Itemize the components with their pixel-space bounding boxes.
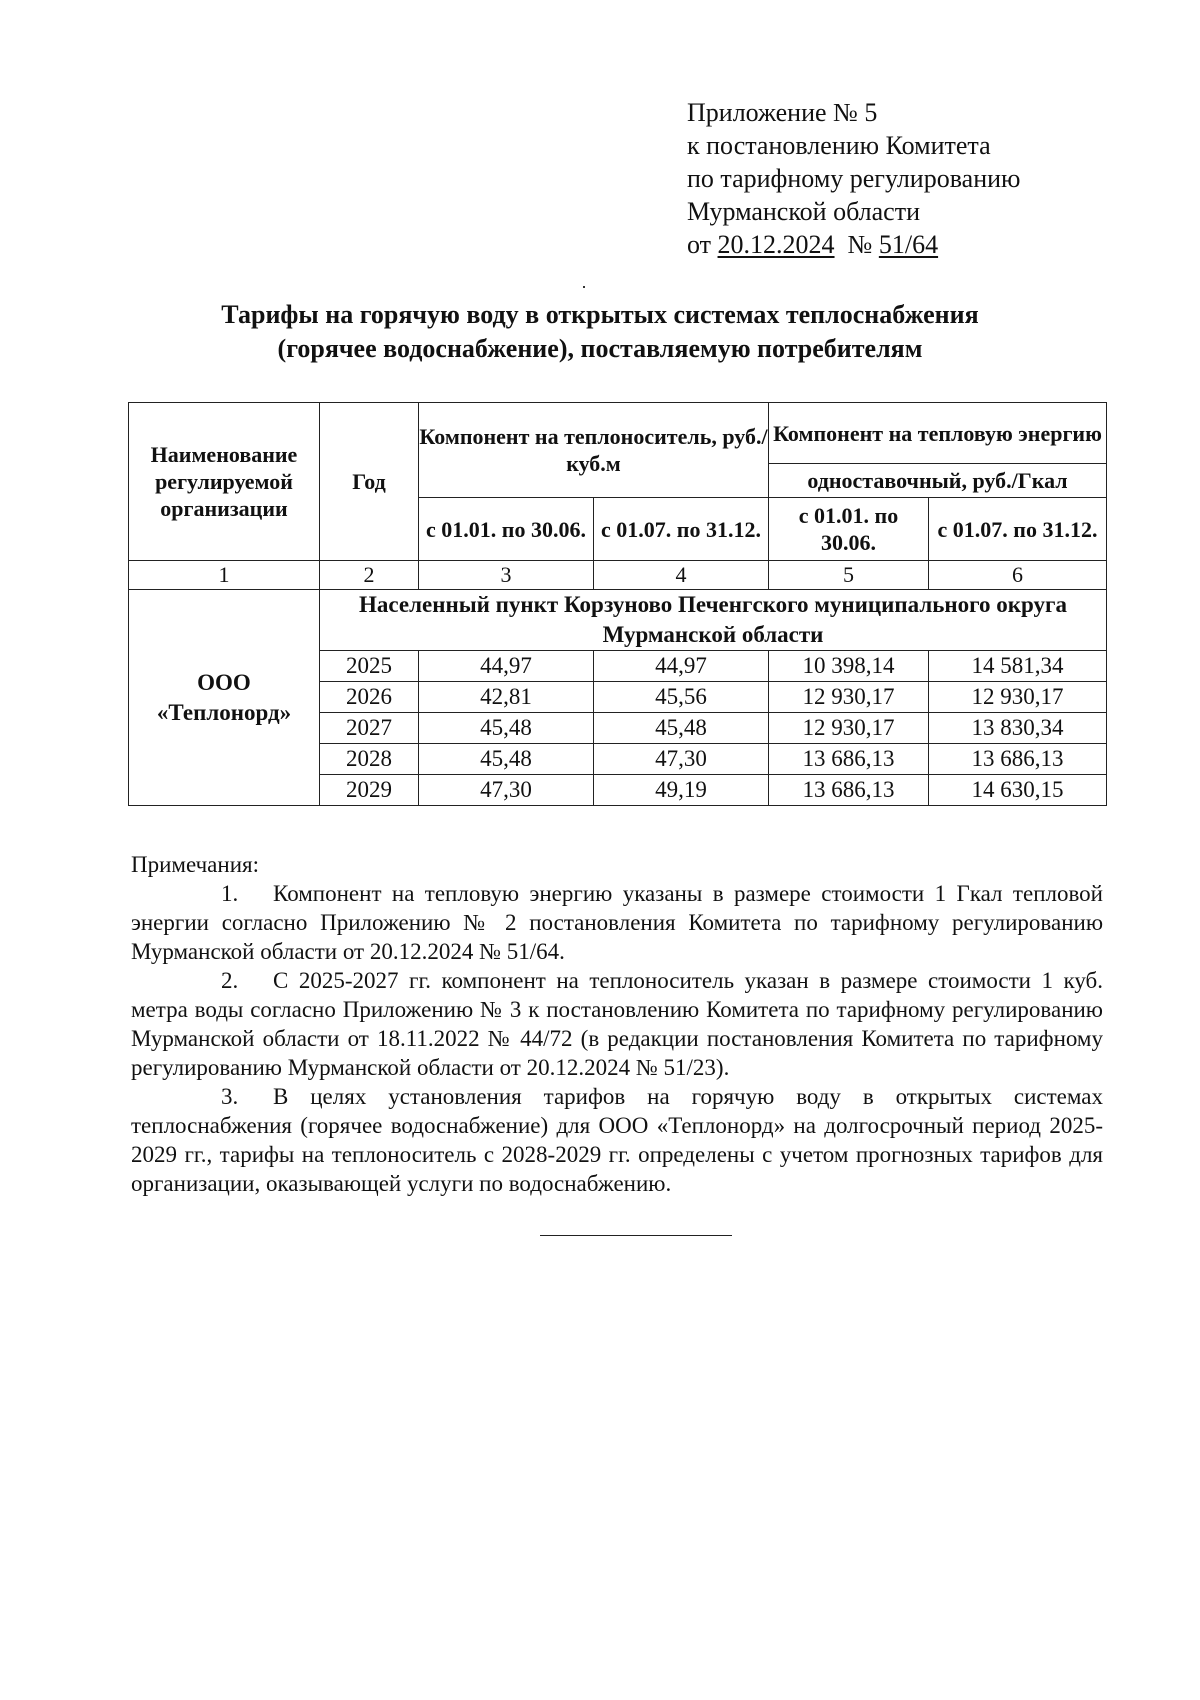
- note-item: [131, 966, 1103, 1082]
- organization-cell: [129, 590, 320, 806]
- heat-h1-cell: 12 930,17: [769, 682, 929, 713]
- heat-h2-cell: 12 930,17: [929, 682, 1107, 713]
- carrier-h2-cell: 49,19: [594, 775, 769, 806]
- organization-name: «Теплонорд»: [156, 699, 292, 725]
- note-number: 3.: [221, 1084, 239, 1109]
- note-number: 2.: [221, 968, 239, 993]
- appendix-date-line: [687, 228, 1020, 261]
- note-text: В целях установления тарифов на горячую воду в открытых системах теплоснабжения (горячее водоснабжение) для ООО «Теплонорд» на долгосрочный период 2025-2029 гг., тарифы на теплоноситель с 2028-2029 гг. определены с учетом прогнозных тарифов для организации, оказывающей услуги по водоснабжению.: [131, 1084, 1103, 1196]
- note-number: 1.: [221, 881, 239, 906]
- carrier-h1-cell: 42,81: [419, 682, 594, 713]
- resolution-date: 20.12.2024: [717, 230, 835, 259]
- column-number-row: [129, 561, 1107, 590]
- header-heat: Компонент на тепловую энергию: [769, 403, 1107, 464]
- appendix-number: Приложение № 5: [687, 98, 878, 127]
- title-line-1: Тарифы на горячую воду в открытых системах теплоснабжения: [221, 300, 979, 329]
- column-number: 2: [320, 561, 419, 590]
- heat-h2-cell: 14 630,15: [929, 775, 1107, 806]
- carrier-h2-cell: 45,56: [594, 682, 769, 713]
- notes-heading: Примечания:: [131, 852, 259, 877]
- heat-h1-cell: 10 398,14: [769, 651, 929, 682]
- carrier-h2-cell: 44,97: [594, 651, 769, 682]
- note-item: [131, 1082, 1103, 1198]
- resolution-number: 51/64: [878, 230, 939, 259]
- column-number: 3: [419, 561, 594, 590]
- heat-h2-cell: 13 830,34: [929, 713, 1107, 744]
- appendix-line-2: к постановлению Комитета: [687, 131, 991, 160]
- appendix-header: [687, 96, 1020, 261]
- header-period-2: с 01.07. по 31.12.: [594, 498, 769, 561]
- table-header-row: [129, 403, 1107, 464]
- header-period-1: с 01.01. по 30.06.: [419, 498, 594, 561]
- header-carrier: Компонент на теплоноситель, руб./куб.м: [419, 403, 769, 498]
- appendix-line-4: Мурманской области: [687, 197, 920, 226]
- carrier-h1-cell: 47,30: [419, 775, 594, 806]
- heat-h1-cell: 12 930,17: [769, 713, 929, 744]
- tariffs-table: [128, 402, 1107, 806]
- year-cell: 2027: [320, 713, 419, 744]
- column-number: 4: [594, 561, 769, 590]
- year-cell: 2028: [320, 744, 419, 775]
- title-line-2: (горячее водоснабжение), поставляемую потребителям: [277, 334, 923, 363]
- header-period-3: с 01.01. по 30.06.: [769, 498, 929, 561]
- heat-h1-cell: 13 686,13: [769, 775, 929, 806]
- date-prefix: от: [687, 230, 712, 259]
- header-heat-sub: одноставочный, руб./Гкал: [769, 464, 1107, 498]
- carrier-h1-cell: 44,97: [419, 651, 594, 682]
- organization-type: ООО: [197, 669, 251, 695]
- heat-h1-cell: 13 686,13: [769, 744, 929, 775]
- heat-h2-cell: 13 686,13: [929, 744, 1107, 775]
- header-year: Год: [320, 403, 419, 561]
- location-name: Населенный пункт Корзуново Печенгского муниципального округа Мурманской области: [320, 590, 1107, 651]
- heat-h2-cell: 14 581,34: [929, 651, 1107, 682]
- number-prefix: №: [847, 230, 873, 259]
- header-org: Наименование регулируемой организации: [129, 403, 320, 561]
- column-number: 1: [129, 561, 320, 590]
- stray-dot: [583, 286, 585, 288]
- year-cell: 2025: [320, 651, 419, 682]
- header-period-4: с 01.07. по 31.12.: [929, 498, 1107, 561]
- year-cell: 2026: [320, 682, 419, 713]
- location-row: [129, 590, 1107, 651]
- column-number: 5: [769, 561, 929, 590]
- appendix-line-3: по тарифному регулированию: [687, 164, 1021, 193]
- document-title: [120, 298, 1080, 366]
- note-text: С 2025-2027 гг. компонент на теплоноситель указан в размере стоимости 1 куб. метра воды согласно Приложению № 3 к постановлению Комитета по тарифному регулированию Мурманской области от 18.11.2022 № 44/72 (в редакции постановления Комитета по тарифному регулированию Мурманской области от 20.12.2024 № 51/23).: [131, 968, 1103, 1080]
- end-divider: [540, 1235, 732, 1236]
- carrier-h2-cell: 45,48: [594, 713, 769, 744]
- carrier-h1-cell: 45,48: [419, 713, 594, 744]
- column-number: 6: [929, 561, 1107, 590]
- carrier-h2-cell: 47,30: [594, 744, 769, 775]
- year-cell: 2029: [320, 775, 419, 806]
- carrier-h1-cell: 45,48: [419, 744, 594, 775]
- note-item: [131, 879, 1103, 966]
- notes-section: [131, 850, 1103, 1198]
- note-text: Компонент на тепловую энергию указаны в размере стоимости 1 Гкал тепловой энергии согласно Приложению № 2 постановления Комитета по тарифному регулированию Мурманской области от 20.12.2024 № 51/64.: [131, 881, 1103, 964]
